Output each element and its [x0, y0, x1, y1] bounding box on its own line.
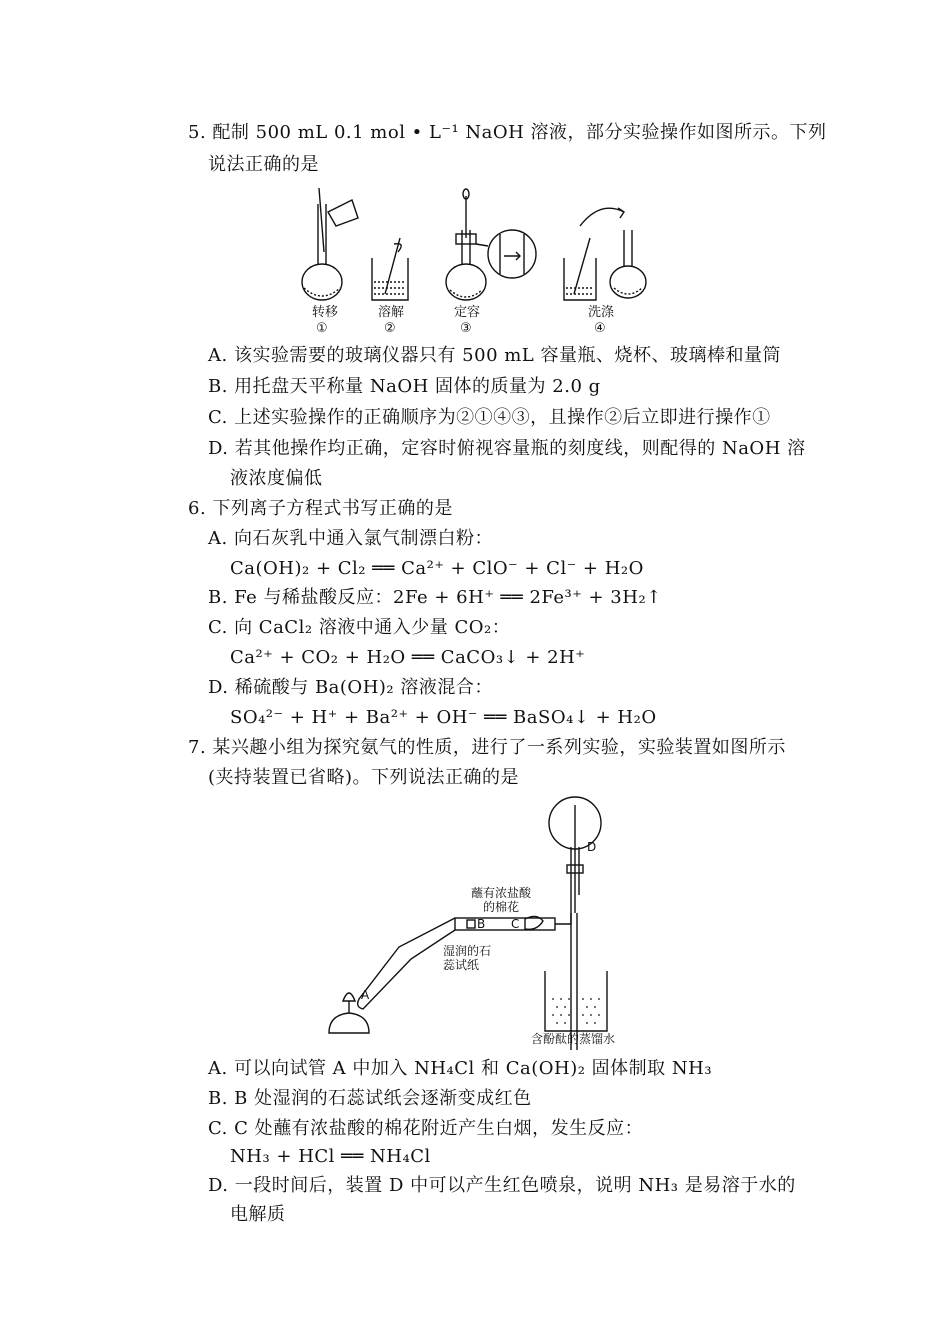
label-cotton-2: 的棉花	[483, 900, 520, 914]
step1-label: 转移	[312, 305, 339, 320]
step4-num: ④	[594, 321, 606, 336]
q6-option-d-eq: SO₄²⁻ + H⁺ + Ba²⁺ + OH⁻ ══ BaSO₄↓ + H₂O	[230, 707, 657, 728]
q7-stem-line1: 7. 某兴趣小组为探究氨气的性质，进行了一系列实验，实验装置如图所示	[188, 737, 786, 758]
label-c: C	[511, 917, 520, 931]
step3-num: ③	[460, 321, 472, 336]
step2-num: ②	[384, 321, 396, 336]
q7-option-d-cont: 电解质	[230, 1204, 286, 1225]
alcohol-burner-icon	[329, 1013, 369, 1033]
q5-option-a: A. 该实验需要的玻璃仪器只有 500 mL 容量瓶、烧杯、玻璃棒和量筒	[208, 345, 781, 366]
q5-option-b: B. 用托盘天平称量 NaOH 固体的质量为 2.0 g	[208, 376, 601, 397]
q5-option-d: D. 若其他操作均正确，定容时俯视容量瓶的刻度线，则配得的 NaOH 溶	[208, 438, 806, 459]
q6-option-a: A. 向石灰乳中通入氯气制漂白粉：	[208, 528, 493, 549]
step2-label: 溶解	[378, 305, 405, 320]
q7-option-a: A. 可以向试管 A 中加入 NH₄Cl 和 Ca(OH)₂ 固体制取 NH₃	[208, 1058, 713, 1079]
q7-option-d: D. 一段时间后，装置 D 中可以产生红色喷泉，说明 NH₃ 是易溶于水的	[208, 1175, 796, 1196]
q7-option-c: C. C 处蘸有浓盐酸的棉花附近产生白烟，发生反应：	[208, 1118, 644, 1139]
flask-transfer-icon	[302, 188, 358, 300]
label-cotton: 蘸有浓盐酸	[471, 886, 532, 900]
q7-option-b: B. B 处湿润的石蕊试纸会逐渐变成红色	[208, 1088, 532, 1109]
label-paper-2: 蕊试纸	[443, 958, 480, 972]
step1-num: ①	[316, 321, 328, 336]
q7-figure	[325, 795, 645, 1050]
q5-figure	[290, 182, 660, 338]
label-water: 含酚酞的蒸馏水	[531, 1032, 616, 1046]
q6-option-c: C. 向 CaCl₂ 溶液中通入少量 CO₂：	[208, 617, 511, 638]
q6-option-d: D. 稀硫酸与 Ba(OH)₂ 溶液混合：	[208, 677, 493, 698]
flask-fixvolume-icon	[446, 189, 536, 300]
label-a: A	[361, 988, 370, 1002]
q6-option-b: B. Fe 与稀盐酸反应：2Fe + 6H⁺ ══ 2Fe³⁺ + 3H₂↑	[208, 587, 662, 608]
label-b: B	[477, 917, 486, 931]
beaker-wash-icon	[564, 208, 646, 300]
q6-stem: 6. 下列离子方程式书写正确的是	[188, 498, 453, 519]
step3-label: 定容	[454, 305, 481, 320]
label-paper: 湿润的石	[443, 944, 492, 958]
q5-stem-line1: 5. 配制 500 mL 0.1 mol • L⁻¹ NaOH 溶液，部分实验操作如图所示。下列	[188, 122, 827, 143]
q5-option-d-cont: 液浓度偏低	[230, 468, 323, 489]
label-d: D	[587, 840, 597, 854]
q5-stem-line2: 说法正确的是	[208, 154, 319, 175]
q5-option-c: C. 上述实验操作的正确顺序为②①④③，且操作②后立即进行操作①	[208, 407, 771, 428]
q6-option-c-eq: Ca²⁺ + CO₂ + H₂O ══ CaCO₃↓ + 2H⁺	[230, 647, 586, 668]
beaker-dissolve-icon	[372, 238, 408, 300]
beaker-icon	[545, 971, 607, 1031]
step4-label: 洗涤	[588, 305, 615, 320]
q7-option-c-eq: NH₃ + HCl ══ NH₄Cl	[230, 1146, 431, 1167]
q7-stem-line2: (夹持装置已省略)。下列说法正确的是	[208, 767, 520, 788]
test-tube-a-icon	[358, 918, 455, 1009]
q6-option-a-eq: Ca(OH)₂ + Cl₂ ══ Ca²⁺ + ClO⁻ + Cl⁻ + H₂O	[230, 558, 644, 579]
